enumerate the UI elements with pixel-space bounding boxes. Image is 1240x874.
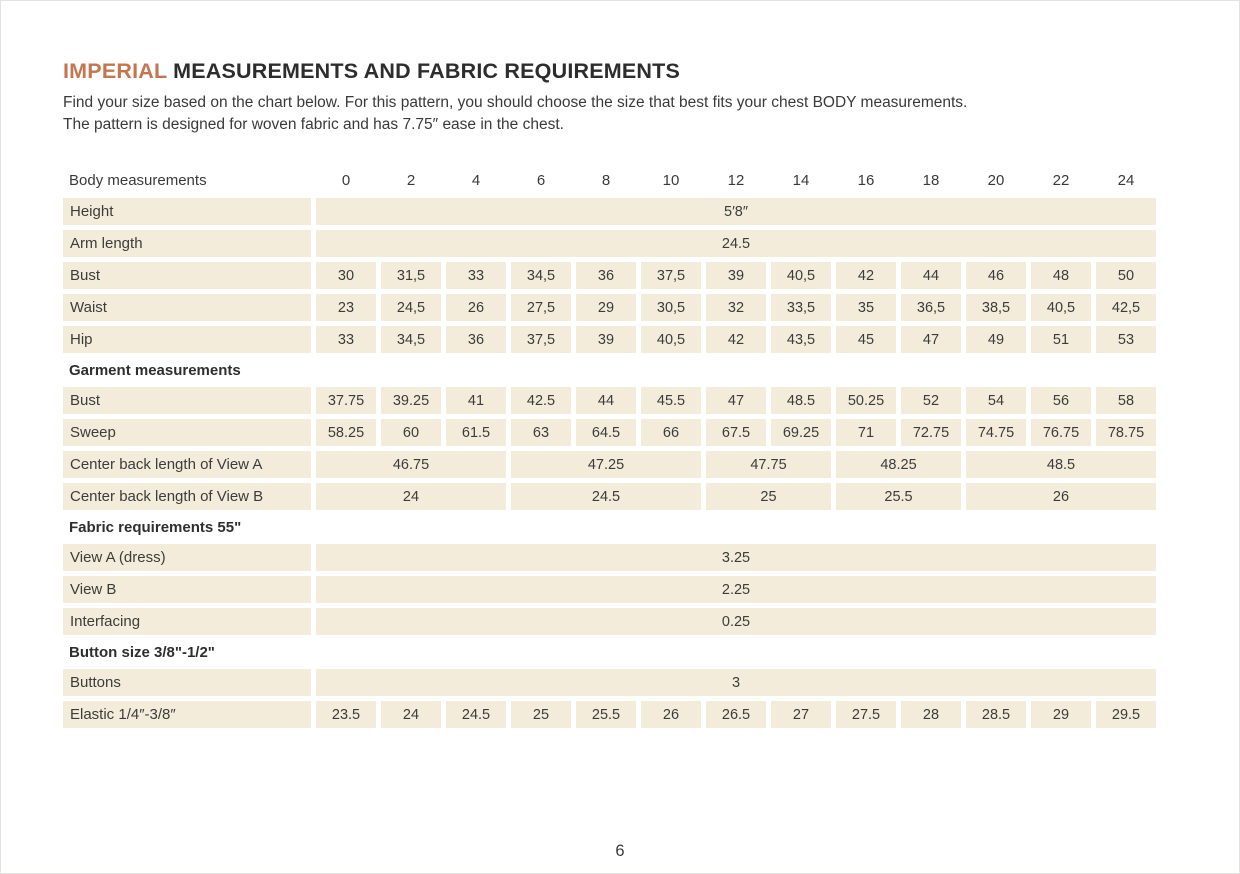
value-cell: 63 bbox=[511, 419, 571, 446]
merged-value-cell: 24.5 bbox=[316, 230, 1156, 257]
value-cell: 54 bbox=[966, 387, 1026, 414]
value-cell: 66 bbox=[641, 419, 701, 446]
value-cell: 44 bbox=[901, 262, 961, 289]
intro-line-1: Find your size based on the chart below. For this pattern, you should choose the size that best fits your chest BODY measurements. bbox=[63, 94, 968, 111]
intro-line-2: The pattern is designed for woven fabric and has 7.75″ ease in the chest. bbox=[63, 116, 564, 133]
size-header-row bbox=[63, 167, 1156, 193]
value-cell: 25 bbox=[511, 701, 571, 728]
value-cell: 25.5 bbox=[576, 701, 636, 728]
page-title-accent: IMPERIAL bbox=[63, 59, 167, 83]
value-cell: 53 bbox=[1096, 326, 1156, 353]
table-row bbox=[63, 419, 1156, 446]
value-cell: 24,5 bbox=[381, 294, 441, 321]
size-column-header: 18 bbox=[922, 171, 940, 189]
value-cell: 42,5 bbox=[1096, 294, 1156, 321]
table-row bbox=[63, 608, 1156, 635]
value-cell: 56 bbox=[1031, 387, 1091, 414]
size-column-header: 2 bbox=[406, 171, 416, 189]
value-cell: 36 bbox=[446, 326, 506, 353]
section-label: Garment measurements bbox=[63, 358, 1156, 382]
row-label: Waist bbox=[63, 294, 311, 321]
value-cell: 30 bbox=[316, 262, 376, 289]
merged-value-cell: 2.25 bbox=[316, 576, 1156, 603]
span-value-cell: 24.5 bbox=[511, 483, 701, 510]
value-cell: 42.5 bbox=[511, 387, 571, 414]
value-cell: 69.25 bbox=[771, 419, 831, 446]
value-cell: 26 bbox=[641, 701, 701, 728]
value-cell: 30,5 bbox=[641, 294, 701, 321]
value-cell: 29 bbox=[1031, 701, 1091, 728]
value-cell: 38,5 bbox=[966, 294, 1026, 321]
value-cell: 44 bbox=[576, 387, 636, 414]
value-cell: 42 bbox=[706, 326, 766, 353]
size-column-header: 6 bbox=[536, 171, 546, 189]
value-cell: 27 bbox=[771, 701, 831, 728]
span-value-cell: 47.75 bbox=[706, 451, 831, 478]
value-cell: 43,5 bbox=[771, 326, 831, 353]
value-cell: 40,5 bbox=[641, 326, 701, 353]
size-header-label: Body measurements bbox=[69, 171, 207, 189]
value-cell: 78.75 bbox=[1096, 419, 1156, 446]
table-row bbox=[63, 294, 1156, 321]
value-cell: 35 bbox=[836, 294, 896, 321]
value-cell: 42 bbox=[836, 262, 896, 289]
value-cell: 24 bbox=[381, 701, 441, 728]
value-cell: 34,5 bbox=[381, 326, 441, 353]
value-cell: 37.75 bbox=[316, 387, 376, 414]
value-cell: 36,5 bbox=[901, 294, 961, 321]
size-column-header: 16 bbox=[857, 171, 875, 189]
value-cell: 23.5 bbox=[316, 701, 376, 728]
value-cell: 64.5 bbox=[576, 419, 636, 446]
value-cell: 32 bbox=[706, 294, 766, 321]
value-cell: 26 bbox=[446, 294, 506, 321]
row-label: Elastic 1/4″-3/8″ bbox=[63, 701, 311, 728]
size-column-header: 4 bbox=[471, 171, 481, 189]
table-row bbox=[63, 483, 1156, 510]
value-cell: 48 bbox=[1031, 262, 1091, 289]
table-row bbox=[63, 544, 1156, 571]
value-cell: 37,5 bbox=[641, 262, 701, 289]
table-row bbox=[63, 576, 1156, 603]
row-label: Arm length bbox=[63, 230, 311, 257]
value-cell: 47 bbox=[706, 387, 766, 414]
section-row bbox=[63, 640, 1156, 664]
table-row bbox=[63, 262, 1156, 289]
page-number: 6 bbox=[615, 842, 625, 860]
value-cell: 37,5 bbox=[511, 326, 571, 353]
intro-text bbox=[63, 92, 1177, 136]
size-column-header: 22 bbox=[1052, 171, 1070, 189]
page-content bbox=[1, 1, 1239, 733]
section-label: Fabric requirements 55" bbox=[63, 515, 1156, 539]
value-cell: 28 bbox=[901, 701, 961, 728]
value-cell: 28.5 bbox=[966, 701, 1026, 728]
row-label: Center back length of View A bbox=[63, 451, 311, 478]
table-row bbox=[63, 451, 1156, 478]
section-row bbox=[63, 358, 1156, 382]
table-row bbox=[63, 198, 1156, 225]
value-cell: 76.75 bbox=[1031, 419, 1091, 446]
value-cell: 40,5 bbox=[771, 262, 831, 289]
table-row bbox=[63, 701, 1156, 728]
merged-value-cell: 3 bbox=[316, 669, 1156, 696]
value-cell: 24.5 bbox=[446, 701, 506, 728]
merged-value-cell: 3.25 bbox=[316, 544, 1156, 571]
size-column-header: 14 bbox=[792, 171, 810, 189]
value-cell: 29 bbox=[576, 294, 636, 321]
value-cell: 47 bbox=[901, 326, 961, 353]
value-cell: 61.5 bbox=[446, 419, 506, 446]
value-cell: 51 bbox=[1031, 326, 1091, 353]
value-cell: 48.5 bbox=[771, 387, 831, 414]
row-label: Height bbox=[63, 198, 311, 225]
value-cell: 36 bbox=[576, 262, 636, 289]
value-cell: 27.5 bbox=[836, 701, 896, 728]
value-cell: 23 bbox=[316, 294, 376, 321]
value-cell: 45.5 bbox=[641, 387, 701, 414]
value-cell: 33 bbox=[316, 326, 376, 353]
size-column-header: 10 bbox=[662, 171, 680, 189]
span-value-cell: 48.25 bbox=[836, 451, 961, 478]
row-label: Buttons bbox=[63, 669, 311, 696]
span-value-cell: 25.5 bbox=[836, 483, 961, 510]
size-column-header: 0 bbox=[341, 171, 351, 189]
value-cell: 39 bbox=[706, 262, 766, 289]
span-value-cell: 24 bbox=[316, 483, 506, 510]
value-cell: 58 bbox=[1096, 387, 1156, 414]
table-row bbox=[63, 230, 1156, 257]
merged-value-cell: 0.25 bbox=[316, 608, 1156, 635]
span-value-cell: 25 bbox=[706, 483, 831, 510]
value-cell: 45 bbox=[836, 326, 896, 353]
merged-value-cell: 5′8″ bbox=[316, 198, 1156, 225]
value-cell: 49 bbox=[966, 326, 1026, 353]
value-cell: 39 bbox=[576, 326, 636, 353]
row-label: Interfacing bbox=[63, 608, 311, 635]
row-label: Sweep bbox=[63, 419, 311, 446]
page-title-rest: MEASUREMENTS AND FABRIC REQUIREMENTS bbox=[166, 59, 681, 83]
span-value-cell: 47.25 bbox=[511, 451, 701, 478]
value-cell: 46 bbox=[966, 262, 1026, 289]
value-cell: 40,5 bbox=[1031, 294, 1091, 321]
value-cell: 31,5 bbox=[381, 262, 441, 289]
row-label: View B bbox=[63, 576, 311, 603]
size-column-header: 12 bbox=[727, 171, 745, 189]
value-cell: 27,5 bbox=[511, 294, 571, 321]
size-column-header: 20 bbox=[987, 171, 1005, 189]
value-cell: 34,5 bbox=[511, 262, 571, 289]
span-value-cell: 26 bbox=[966, 483, 1156, 510]
value-cell: 29.5 bbox=[1096, 701, 1156, 728]
value-cell: 71 bbox=[836, 419, 896, 446]
row-label: View A (dress) bbox=[63, 544, 311, 571]
row-label: Bust bbox=[63, 262, 311, 289]
table-row bbox=[63, 669, 1156, 696]
value-cell: 60 bbox=[381, 419, 441, 446]
value-cell: 39.25 bbox=[381, 387, 441, 414]
page-title bbox=[63, 59, 1177, 84]
value-cell: 50.25 bbox=[836, 387, 896, 414]
value-cell: 50 bbox=[1096, 262, 1156, 289]
span-value-cell: 46.75 bbox=[316, 451, 506, 478]
size-column-header: 8 bbox=[601, 171, 611, 189]
value-cell: 26.5 bbox=[706, 701, 766, 728]
value-cell: 52 bbox=[901, 387, 961, 414]
row-label: Center back length of View B bbox=[63, 483, 311, 510]
span-value-cell: 48.5 bbox=[966, 451, 1156, 478]
value-cell: 67.5 bbox=[706, 419, 766, 446]
section-row bbox=[63, 515, 1156, 539]
value-cell: 72.75 bbox=[901, 419, 961, 446]
table-row bbox=[63, 326, 1156, 353]
value-cell: 74.75 bbox=[966, 419, 1026, 446]
size-column-header: 24 bbox=[1117, 171, 1135, 189]
value-cell: 33 bbox=[446, 262, 506, 289]
value-cell: 58.25 bbox=[316, 419, 376, 446]
row-label: Bust bbox=[63, 387, 311, 414]
row-label: Hip bbox=[63, 326, 311, 353]
value-cell: 33,5 bbox=[771, 294, 831, 321]
value-cell: 41 bbox=[446, 387, 506, 414]
table-row bbox=[63, 387, 1156, 414]
size-table bbox=[58, 162, 1161, 733]
section-label: Button size 3/8"-1/2" bbox=[63, 640, 1156, 664]
size-table-body bbox=[63, 198, 1156, 728]
